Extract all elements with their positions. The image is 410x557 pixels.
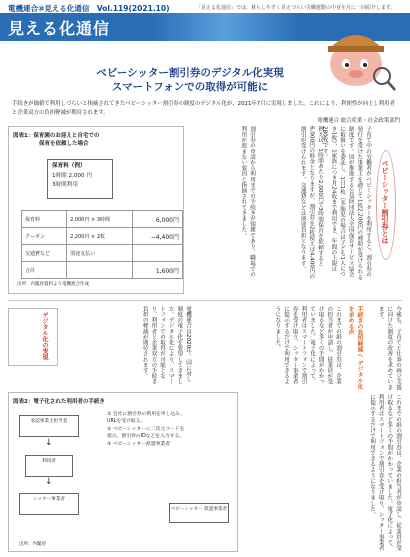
- divider: [8, 300, 402, 301]
- row-amount: −4,400円: [133, 228, 183, 245]
- figure-1: [8, 126, 184, 294]
- publication-name: 電機連合⑩見える化通信 Vol.119(2021.10): [8, 4, 170, 13]
- body-col2: 例えば、1時間あたり2,000円で3時間保育を依頼すると6,000円の料金となりますが、割引券を2枚使えば4,400円の割引が受けられます。交通費などは別途負担となります。: [299, 126, 323, 280]
- headline-line1: ベビーシッター割引券のデジタル化実現: [96, 67, 284, 79]
- body-col6: 今後も、子育てと仕事の両立支援に向けた制度の改善を求めていきます。: [377, 306, 401, 390]
- row-amount: [133, 245, 183, 262]
- detective-mascot-icon: [312, 14, 398, 94]
- section-label-2: デジタル化の実現: [41, 312, 48, 360]
- banner-gradient: [150, 13, 300, 41]
- table-row: [22, 211, 183, 228]
- row-label: クーポン: [22, 228, 67, 245]
- table-row: [22, 245, 183, 262]
- figure-2-source: 出所：内閣府: [19, 542, 46, 547]
- table-row: [22, 262, 183, 279]
- row-amount: 1,600円: [133, 262, 183, 279]
- body-col4: 電機連合は2020年、国に対し制度の電子化を要望してきました。デジタル化により、スマートフォンでの取得が可能となり、利用者と企業双方の手続き負担の軽減が期待されます。: [141, 306, 191, 385]
- row-calc: 2,200円 × 2枚: [67, 228, 133, 245]
- body-col1: 子育て中の労働者がベビーシッターを利用すると、割引券の発行を受けた事業主を通じて1枚2,200円の補助が受けられる制度です。国が推進する公益財団法人全国保育サービス協会に取扱いを委託し、1日1枚（多胎児の場合は子ども1人につき1枚）、1家族につき月24枚まで利用でき、年間の上限は280枚です。: [321, 126, 371, 280]
- figure-1-source: 出所：内閣府資料より電機連合作成: [17, 282, 89, 287]
- body-col5: これまでの紙の割引券は、企業の担当者が申請し、従業員が受け取るなど多くの手間がかかっていました。電子化によって、利用者はスマートフォンで割引券を受け取り、シッター事業者に提示するだけで利用できるようになりました。: [274, 306, 341, 385]
- section-label-3: 手続きの負担軽減へ デジタル化を求める声: [347, 306, 362, 390]
- banner-title: 見える化通信: [8, 19, 111, 38]
- row-label: 交通費など: [22, 245, 67, 262]
- step-1: ① 会社に割引券の利用を申し込み、URLを受け取る。: [107, 412, 186, 425]
- lead-signature: 電機連合 総合産業・社会政策部門: [317, 118, 400, 125]
- fee-sample-box: [47, 159, 113, 199]
- row-label: 合計: [22, 262, 67, 279]
- row-label: 保育料: [22, 211, 67, 228]
- fee-sample-line1: 1時間 2,000 円: [52, 172, 92, 179]
- headline: [70, 66, 310, 94]
- sitter-box: シッター事業者: [19, 493, 79, 515]
- step-2: ② ベビーシッターに二次元コードを提示。割引券のIDなどを入力する。: [107, 426, 185, 440]
- section-2-frame: [8, 308, 58, 366]
- figure-2-title: 図表2：電子化された利用者の手続き: [13, 399, 105, 405]
- figure-2: [8, 392, 238, 552]
- body-col3: 割引券の申請から利用までの手続きが煩雑であり、職場での利用が進まない要因と指摘されてきました。: [240, 126, 255, 278]
- kyokai-box: ベビーシッター 派遣事業者: [169, 503, 229, 523]
- arrow-down-icon: ↓: [45, 477, 53, 487]
- fee-sample-title: 保育料（例）: [52, 163, 86, 169]
- lead-text: 手続きが価値で利用しづらいと指摘されてきたベビーシッター割引券の制度のデジタル化が、2021年7月に実現しました。これにより、利便性が向上し利用者と企業双方の負担軽減が期待されます。: [12, 101, 395, 116]
- section-label-1: ベビーシッター割引券とは: [381, 160, 389, 244]
- top-note: 「見える化通信」では、暮らしやすく見えづらい労働運動の中身を月に一回紹介します。: [196, 5, 396, 11]
- table-row: [22, 228, 183, 245]
- body-col-bottom: これまでの紙の割引券は、企業の担当者が申請し、従業員が受け取るなど多くの手間がかかっていました。電子化によって、利用者はスマートフォンで割引券を受け取り、シッター事業者に提示するだけで利用できるようになりました。: [369, 394, 401, 551]
- headline-line2: スマートフォンでの取得が可能に: [111, 81, 269, 94]
- row-calc: [67, 262, 133, 279]
- fee-sample-line2: 3時間利用: [52, 182, 78, 188]
- arrow-down-icon: ↓: [45, 438, 53, 448]
- lead-paragraph: [12, 100, 400, 126]
- step-3: ③ ベビーシッター派遣事業者: [107, 441, 171, 447]
- procedure-steps: [107, 411, 187, 448]
- figure-1-subtitle: 保育を依頼した場合: [39, 141, 89, 147]
- row-calc: 別途支払い: [67, 245, 133, 262]
- figure-1-title: 図表1：保育園のお迎えと自宅での: [13, 133, 100, 139]
- user-box: 利用者: [25, 455, 73, 477]
- cost-table: [21, 210, 183, 279]
- row-calc: 2,000円 × 3時間: [67, 211, 133, 228]
- employer-box: 承認事業主担当者: [19, 415, 79, 437]
- row-amount: 6,000円: [133, 211, 183, 228]
